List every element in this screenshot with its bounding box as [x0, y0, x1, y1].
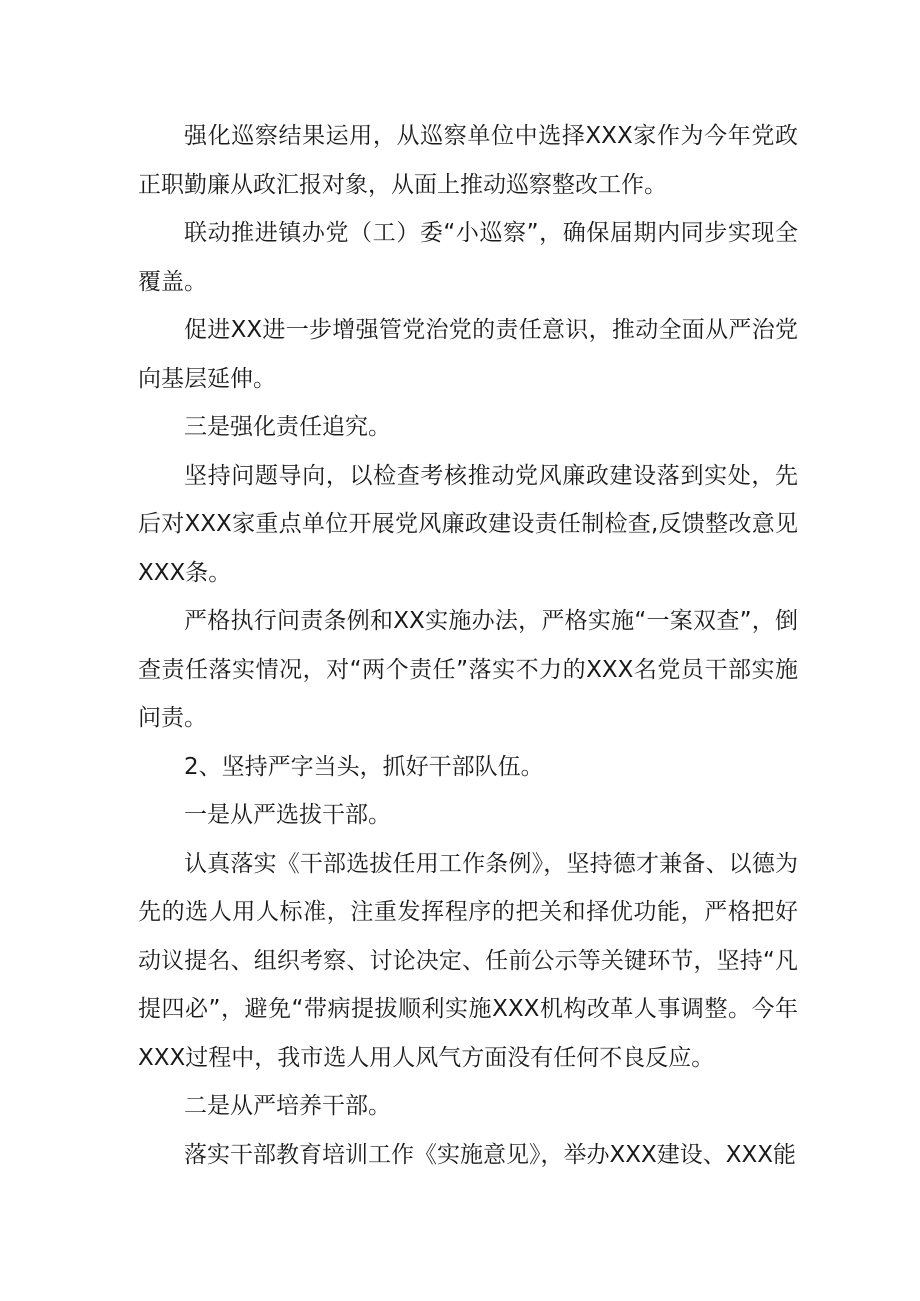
paragraph-heading-accountability: 三是强化责任追究。 — [184, 414, 391, 440]
paragraph-training-opinions: 落实干部教育培训工作《实施意见》，举办XXX建设、XXX能 — [184, 1141, 797, 1168]
paragraph-heading-selection: 一是从严选拔干部。 — [184, 802, 391, 828]
paragraph-heading-training: 二是从严培养干部。 — [184, 1093, 391, 1119]
paragraph-strict-enforcement: 严格执行问责条例和XX实施办法，严格实施“一案双查”，倒查责任落实情况，对“两个责任”落实不力的XXX名党员干部实施问责。 — [138, 608, 798, 731]
document-body — [138, 112, 798, 1179]
paragraph-selection-regulations: 认真落实《干部选拔任用工作条例》，坚持德才兼备、以德为先的选人用人标准，注重发挥程序的把关和择优功能，严格把好动议提名、组织考察、讨论决定、任前公示等关键环节，坚持“凡提四必”，避免“带病提拔顺利实施XXX机构改革人事调整。今年XXX过程中，我市选人用人风气方面没有任何不良反应。 — [138, 850, 798, 1071]
paragraph-section-cadre-team: 2、坚持严字当头，抓好干部队伍。 — [184, 753, 544, 780]
paragraph-small-inspection: 联动推进镇办党（工）委“小巡察”，确保届期内同步实现全覆盖。 — [138, 220, 798, 295]
paragraph-responsibility-awareness: 促进XX进一步增强管党治党的责任意识，推动全面从严治党向基层延伸。 — [138, 317, 798, 392]
paragraph-problem-oriented: 坚持问题导向，以检查考核推动党风廉政建设落到实处，先后对XXX家重点单位开展党风廉政建设责任制检查,反馈整改意见XXX条。 — [138, 462, 798, 586]
paragraph-inspection-results: 强化巡察结果运用，从巡察单位中选择XXX家作为今年党政正职勤廉从政汇报对象，从面上推动巡察整改工作。 — [138, 123, 798, 198]
